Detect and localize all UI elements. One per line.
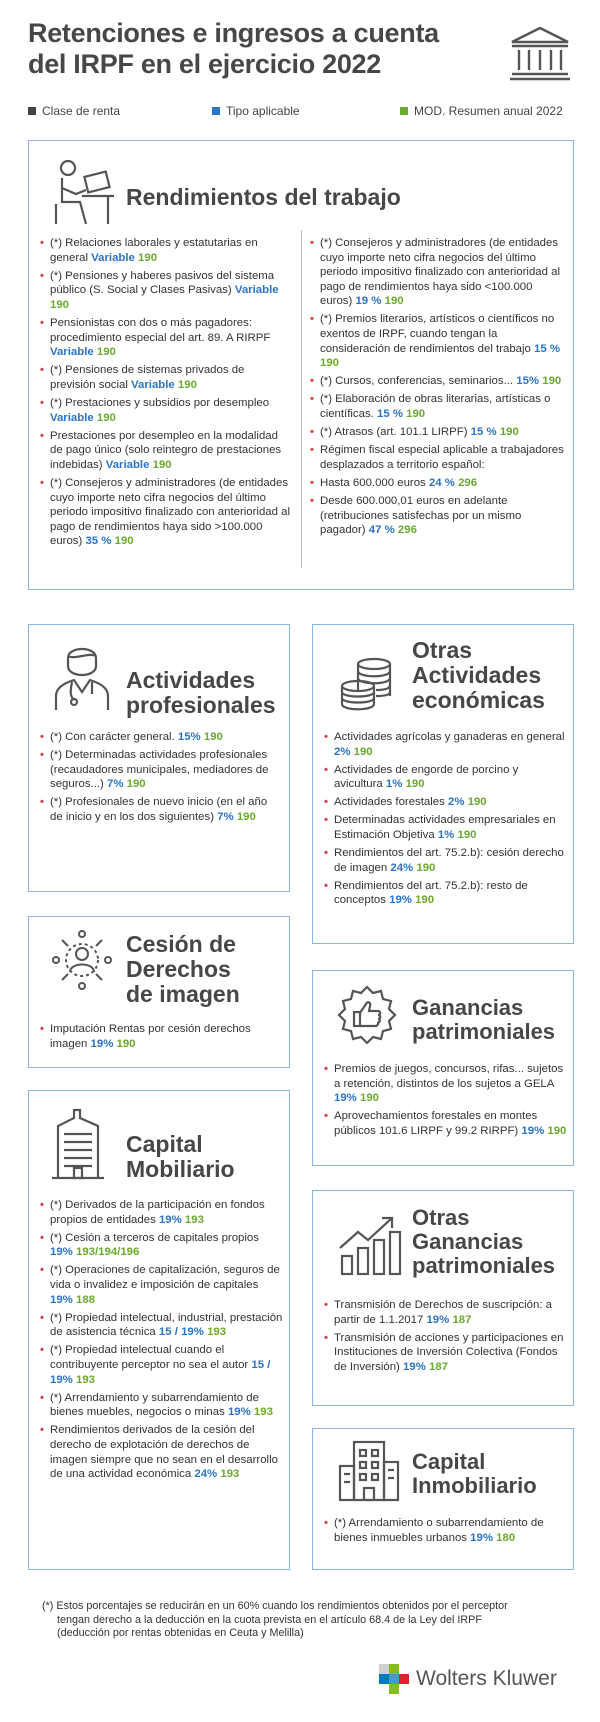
- list-item: • (*) Elaboración de obras literarias, artísticas o científicas. 15 % 190: [310, 392, 566, 421]
- brand-footer: [378, 1662, 578, 1696]
- list-item: • (*) Prestaciones y subsidios por desempleo Variable 190: [40, 396, 292, 425]
- list-item: • Régimen fiscal especial aplicable a trabajadores desplazados a territorio español:: [310, 443, 566, 472]
- list-item: • (*) Profesionales de nuevo inicio (en el año de inicio y en los dos siguientes) 7% 190: [40, 795, 282, 824]
- list-item: • Actividades forestales 2% 190: [324, 795, 568, 810]
- section-title: Actividades profesionales: [126, 667, 276, 718]
- list-item: • Transmisión de Derechos de suscripción: a partir de 1.1.2017 19% 187: [324, 1298, 568, 1327]
- coins-icon: [336, 656, 400, 712]
- section-title: Ganancias patrimoniales: [412, 995, 556, 1044]
- list-item: • Premios de juegos, concursos, rifas... sujetos a retención, distintos de los sujetos a GELA 19% 190: [324, 1062, 568, 1106]
- office-building-icon: [50, 1108, 106, 1180]
- legend-item-renta: [28, 104, 120, 118]
- otras-ganancias-list: [324, 1298, 568, 1378]
- list-item: • (*) Con carácter general. 15% 190: [40, 730, 282, 745]
- list-item: • Actividades de engorde de porcino y avicultura 1% 190: [324, 763, 568, 792]
- worker-desk-icon: [52, 158, 116, 228]
- bank-icon: [508, 24, 572, 82]
- list-item: • Hasta 600.000 euros 24 % 296: [310, 476, 566, 491]
- list-item: • Prestaciones por desempleo en la modalidad de pago único (solo reintegro de prestaciones indebidas) Variable 190: [40, 429, 292, 473]
- legend-swatch: [400, 107, 408, 115]
- wolters-kluwer-logo: [378, 1663, 410, 1695]
- page-title: [28, 18, 488, 80]
- list-item: • (*) Derivados de la participación en fondos propios de entidades 19% 193: [40, 1198, 284, 1227]
- list-item: • (*) Arrendamiento o subarrendamiento de bienes inmuebles urbanos 19% 180: [324, 1516, 568, 1545]
- legend-label: Tipo aplicable: [226, 104, 300, 118]
- ganancias-list: [324, 1062, 568, 1142]
- mobiliario-list: [40, 1198, 284, 1485]
- list-item: • (*) Pensiones y haberes pasivos del sistema público (S. Social y Clases Pasivas) Variable 190: [40, 269, 292, 313]
- list-item: • Determinadas actividades empresariales en Estimación Objetiva 1% 190: [324, 813, 568, 842]
- column-divider: [301, 230, 302, 568]
- list-item: • (*) Propiedad intelectual, industrial, prestación de asistencia técnica 15 / 19% 193: [40, 1311, 284, 1340]
- section-title: Capital Mobiliario: [126, 1131, 235, 1182]
- trabajo-list-col2: [310, 236, 566, 541]
- list-item: • (*) Premios literarios, artísticos o científicos no exentos de IRPF, cuando tengan la consideración de rendimientos del trabajo 15 % 190: [310, 312, 566, 370]
- section-title: Otras Actividades económicas: [412, 637, 545, 713]
- list-item: • (*) Atrasos (art. 101.1 LIRPF) 15 % 190: [310, 425, 566, 440]
- thumbs-up-badge-icon: [336, 984, 398, 1046]
- list-item: • Pensionistas con dos o más pagadores: procedimiento especial del art. 89. A RIRPF Variable 190: [40, 316, 292, 360]
- economicas-list: [324, 730, 568, 912]
- list-item: • Imputación Rentas por cesión derechos imagen 19% 190: [40, 1022, 282, 1051]
- list-item: • Transmisión de acciones y participaciones en Instituciones de Inversión Colectiva (Fondos de Inversión) 19% 187: [324, 1331, 568, 1375]
- list-item: • (*) Consejeros y administradores (de entidades cuyo importe neto cifra negocios del último periodo impositivo finalizado con anterioridad al pago de rendimientos haya sido >100.000 euros) 35 % 190: [40, 476, 292, 549]
- list-item: • (*) Cursos, conferencias, seminarios... 15% 190: [310, 374, 566, 389]
- cesion-list: [40, 1022, 282, 1055]
- list-item: • (*) Pensiones de sistemas privados de previsión social Variable 190: [40, 363, 292, 392]
- legend-item-tipo: [212, 104, 300, 118]
- people-network-icon: [50, 928, 114, 992]
- legend-swatch: [212, 107, 220, 115]
- list-item: • (*) Relaciones laborales y estatutarias en general Variable 190: [40, 236, 292, 265]
- list-item: • (*) Cesión a terceros de capitales propios 19% 193/194/196: [40, 1231, 284, 1260]
- section-title: Otras Ganancias patrimoniales: [412, 1205, 556, 1278]
- inmobiliario-list: [324, 1516, 568, 1549]
- brand-name: Wolters Kluwer: [416, 1667, 557, 1690]
- growth-chart-icon: [336, 1212, 402, 1276]
- list-item: • (*) Propiedad intelectual cuando el contribuyente perceptor no sea el autor 15 / 19% 193: [40, 1343, 284, 1387]
- footnote: [42, 1600, 562, 1641]
- title-line-1: Retenciones e ingresos a cuenta: [28, 18, 439, 48]
- profesionales-list: [40, 730, 282, 828]
- list-item: • (*) Arrendamiento y subarrendamiento de bienes muebles, negocios o minas 19% 193: [40, 1391, 284, 1420]
- list-item: • (*) Consejeros y administradores (de entidades cuyo importe neto cifra negocios del último periodo impositivo finalizado con anterioridad al pago de rendimientos haya sido <100.000 euros) 19 % 190: [310, 236, 566, 309]
- legend-label: MOD. Resumen anual 2022: [414, 104, 563, 118]
- footnote-line: (*) Estos porcentajes se reducirán en un 60% cuando los rendimientos obtenidos por el perceptor: [42, 1600, 508, 1612]
- doctor-icon: [50, 640, 114, 712]
- legend-swatch: [28, 107, 36, 115]
- list-item: • Actividades agrícolas y ganaderas en general 2% 190: [324, 730, 568, 759]
- footnote-line: (deducción por rentas obtenidas en Ceuta y Melilla): [57, 1627, 304, 1639]
- list-item: • (*) Operaciones de capitalización, seguros de vida o invalidez e imposición de capitales 19% 188: [40, 1263, 284, 1307]
- trabajo-list-col1: [40, 236, 292, 552]
- legend-label: Clase de renta: [42, 104, 121, 118]
- list-item: • Aprovechamientos forestales en montes públicos 101.6 LIRPF y 99.2 RIRPF) 19% 190: [324, 1109, 568, 1138]
- legend-item-mod: [400, 104, 563, 118]
- section-title: Capital Inmobiliario: [412, 1449, 537, 1498]
- footnote-line: tengan derecho a la deducción en la cuota prevista en el artículo 68.4 de la Ley del IRPF: [57, 1613, 482, 1626]
- title-line-2: del IRPF en el ejercicio 2022: [28, 49, 381, 79]
- list-item: • (*) Determinadas actividades profesionales (recaudadores municipales, mediadores de seguros...) 7% 190: [40, 748, 282, 792]
- section-title: Cesión de Derechos de imagen: [126, 931, 240, 1007]
- list-item: • Rendimientos del art. 75.2.b): cesión derecho de imagen 24% 190: [324, 846, 568, 875]
- list-item: • Rendimientos derivados de la cesión del derecho de explotación de derechos de imagen siempre que no sean en el desarrollo de una actividad económica 24% 193: [40, 1423, 284, 1481]
- list-item: • Rendimientos del art. 75.2.b): resto de conceptos 19% 190: [324, 879, 568, 908]
- list-item: • Desde 600.000,01 euros en adelante (retribuciones satisfechas por un mismo pagador) 47 % 296: [310, 494, 566, 538]
- apartment-building-icon: [336, 1438, 402, 1502]
- section-title: Rendimientos del trabajo: [126, 184, 401, 210]
